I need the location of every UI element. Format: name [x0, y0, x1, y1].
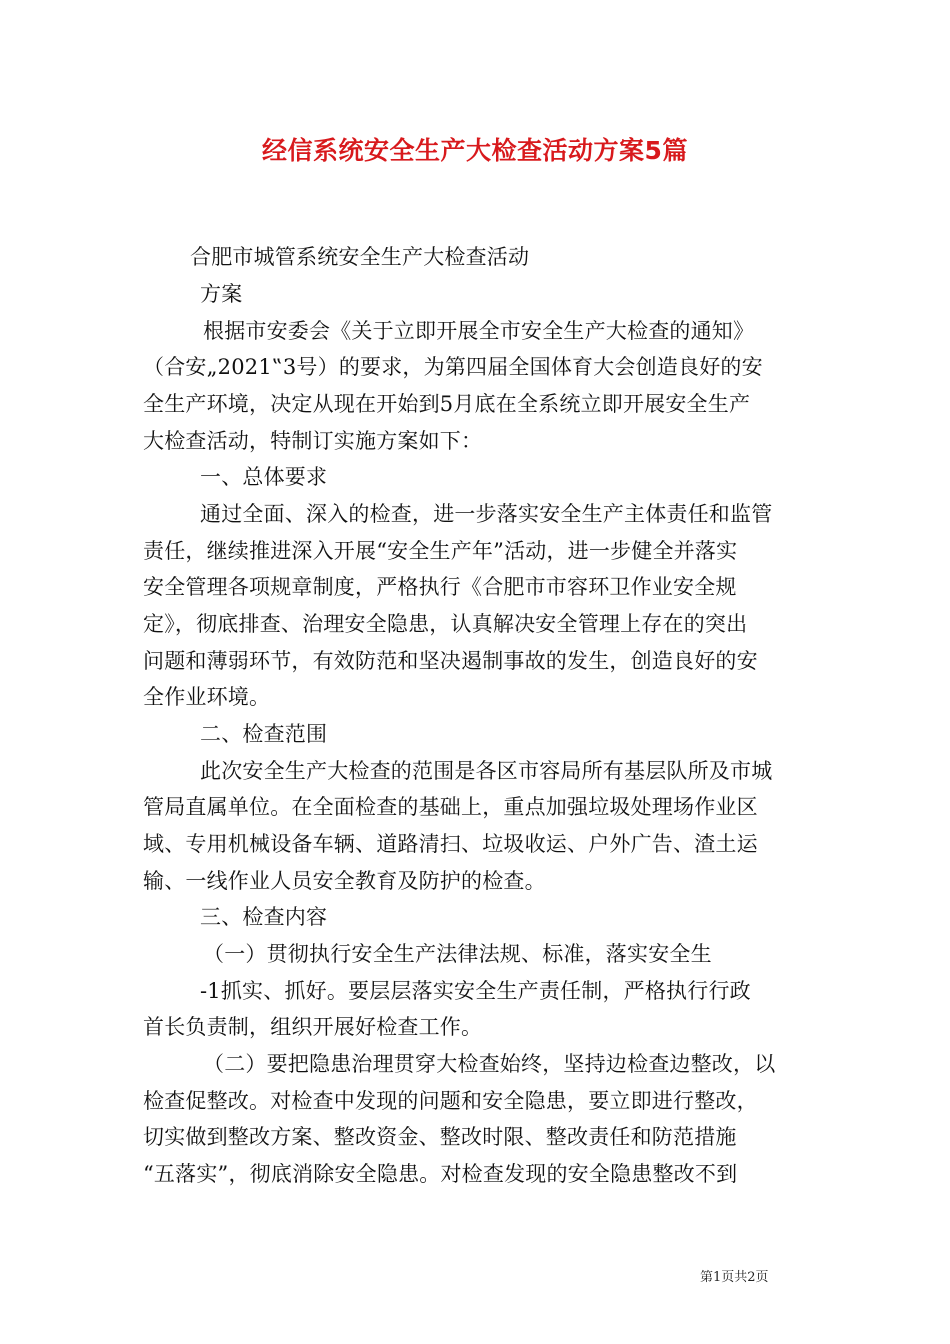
text-line: 全生产环境，决定从现在开始到5月底在全系统立即开展安全生产 [143, 392, 751, 416]
text-line: 检查促整改。对检查中发现的问题和安全隐患，要立即进行整改， [143, 1089, 758, 1113]
text-line: 根据市安委会《关于立即开展全市安全生产大检查的通知》 [203, 319, 755, 343]
text-line: 合肥市城管系统安全生产大检查活动 [190, 245, 530, 269]
text-line: 首长负责制，组织开展好检查工作。 [143, 1015, 483, 1039]
text-line: 方案 [200, 282, 243, 306]
text-line: -1抓实、抓好。要层层落实安全生产责任制，严格执行行政 [200, 979, 751, 1003]
text-line: 此次安全生产大检查的范围是各区市容局所有基层队所及市城 [200, 759, 773, 783]
text-line: 责任，继续推进深入开展“安全生产年”活动，进一步健全并落实 [143, 539, 738, 563]
text-line: （一）贯彻执行安全生产法律法规、标准，落实安全生 [203, 942, 712, 966]
text-line: 定》，彻底排查、治理安全隐患，认真解决安全管理上存在的突出 [143, 612, 748, 636]
text-line: 安全管理各项规章制度，严格执行《合肥市市容环卫作业安全规 [143, 575, 737, 599]
text-line: 大检查活动，特制订实施方案如下： [143, 429, 483, 453]
text-line: “五落实”，彻底消除安全隐患。对检查发现的安全隐患整改不到 [143, 1162, 738, 1186]
page-number-footer: 第1页共2页 [700, 1270, 769, 1285]
section-heading: 一、总体要求 [200, 465, 328, 489]
text-line: 管局直属单位。在全面检查的基础上，重点加强垃圾处理场作业区 [143, 795, 758, 819]
text-line: （二）要把隐患治理贯穿大检查始终，坚持边检查边整改，以 [203, 1052, 776, 1076]
text-line: 输、一线作业人员安全教育及防护的检查。 [143, 869, 546, 893]
text-line: 域、专用机械设备车辆、道路清扫、垃圾收运、户外广告、渣土运 [143, 832, 758, 856]
text-line: 通过全面、深入的检查，进一步落实安全生产主体责任和监管 [200, 502, 773, 526]
section-heading: 二、检查范围 [200, 722, 328, 746]
section-heading: 三、检查内容 [200, 905, 328, 929]
text-line: （合安„2021‟3号）的要求，为第四届全国体育大会创造良好的安 [143, 355, 763, 379]
page-title: 经信系统安全生产大检查活动方案5篇 [262, 136, 688, 165]
text-line: 问题和薄弱环节，有效防范和坚决遏制事故的发生，创造良好的安 [143, 649, 758, 673]
text-line: 切实做到整改方案、整改资金、整改时限、整改责任和防范措施 [143, 1125, 737, 1149]
text-line: 全作业环境。 [143, 685, 271, 709]
